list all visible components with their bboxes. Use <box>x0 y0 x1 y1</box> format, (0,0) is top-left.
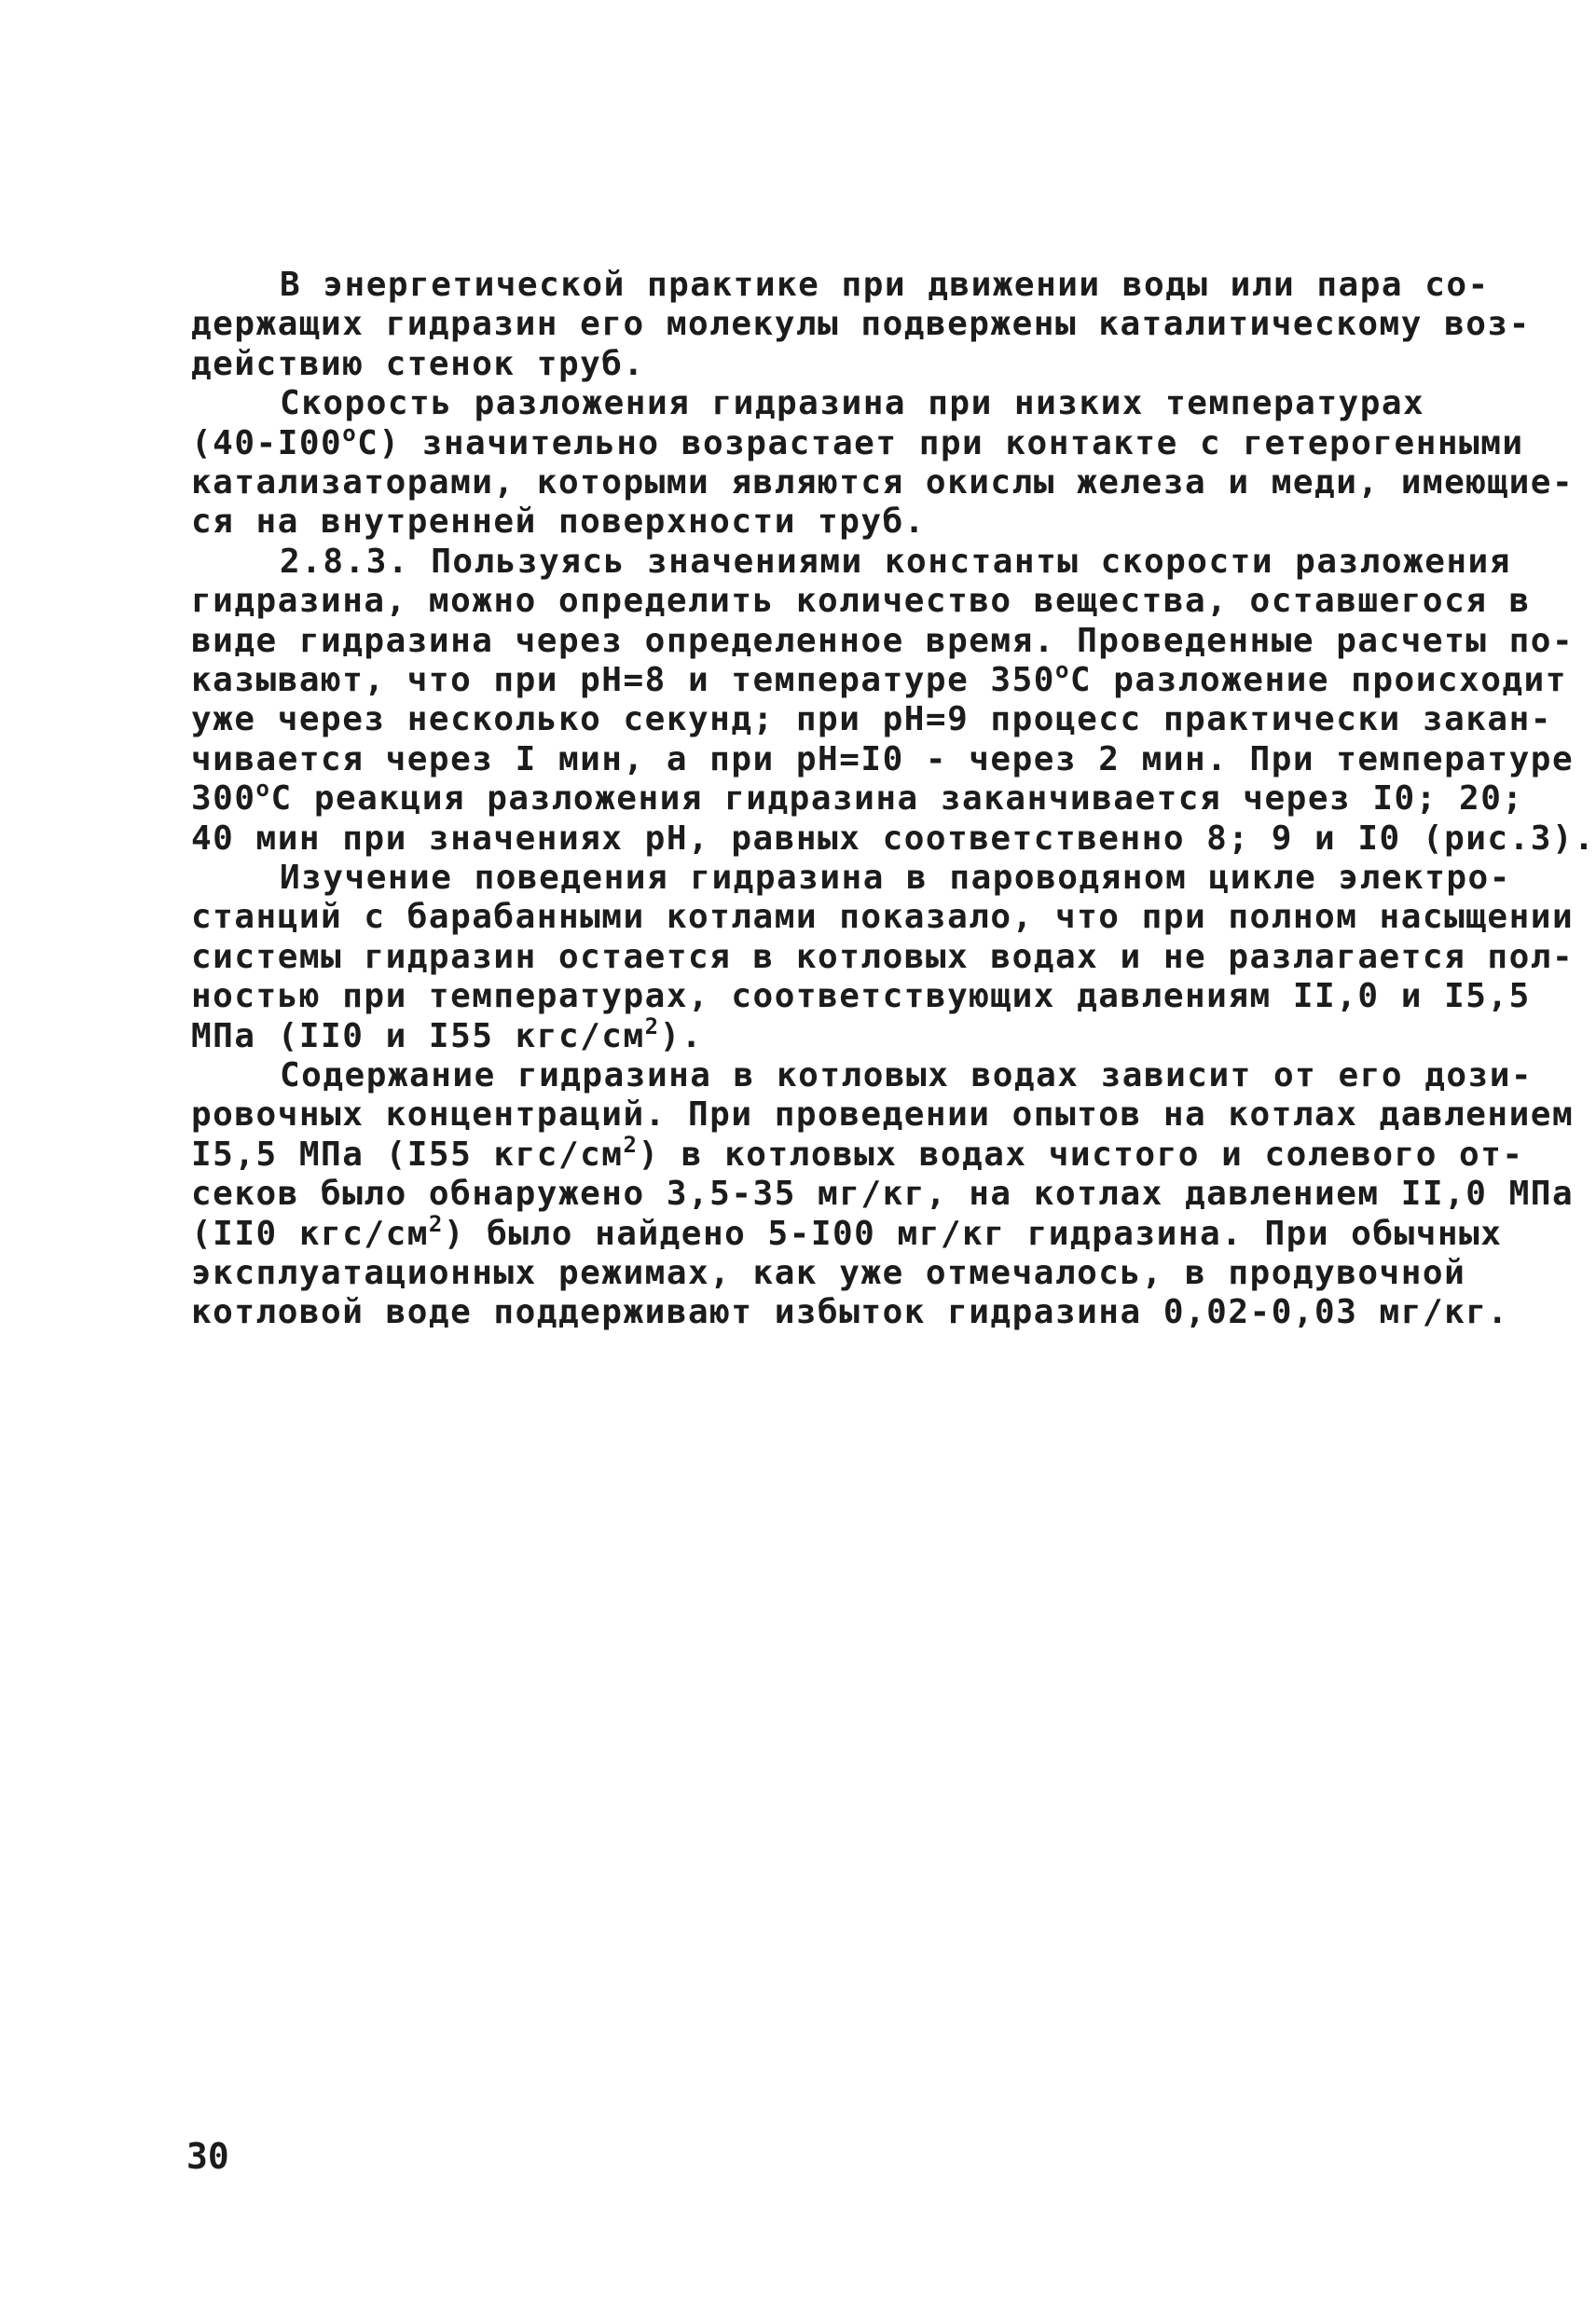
text-line <box>191 818 1596 860</box>
text-segment: Скорость разложения гидразина при низких температурах <box>280 384 1425 423</box>
text-segment: казывают, что при рН=8 и температуре 350 <box>191 661 1055 699</box>
text-segment: 300 <box>191 779 256 819</box>
text-segment: 2.8.3. Пользуясь значениями константы скорости разложения <box>280 542 1511 581</box>
text-segment: секов было обнаружено 3,5-35 мг/кг, на котлах давлением II,0 МПа <box>191 1175 1575 1214</box>
text-segment: 40 мин при значениях рН, равных соответственно 8; 9 и I0 (рис.3). <box>191 819 1596 858</box>
text-segment: ностью при температурах, соответствующих давлениям II,0 и I5,5 <box>191 977 1531 1016</box>
superscript: 2 <box>428 1210 444 1237</box>
text-segment: С реакция разложения гидразина заканчивается через I0; 20; <box>270 779 1524 819</box>
text-segment: ). <box>659 1016 703 1055</box>
text-segment: эксплуатационных режимах, как уже отмечалось, в продувочной <box>191 1254 1466 1292</box>
text-segment: станций с барабанными котлами показало, что при полном насыщении <box>191 898 1575 937</box>
text-line <box>191 975 1531 1018</box>
text-line <box>191 1210 1503 1256</box>
text-line <box>191 896 1575 939</box>
text-segment: Содержание гидразина в котловых водах зависит от его дози- <box>280 1056 1534 1094</box>
page-number: 30 <box>186 2136 229 2177</box>
text-line <box>191 1291 1509 1334</box>
superscript: о <box>1054 657 1070 683</box>
text-segment: системы гидразин остается в котловых водах и не разлагается пол- <box>191 937 1575 976</box>
text-line <box>191 776 1524 820</box>
superscript: о <box>255 776 271 803</box>
text-line <box>191 1131 1524 1177</box>
text-segment: виде гидразина через определенное время. Проведенные расчеты по- <box>191 621 1575 660</box>
text-segment: В энергетической практике при движении воды или пара со- <box>280 266 1490 304</box>
text-segment: МПа (II0 и I55 кгс/см <box>191 1016 645 1055</box>
text-segment: гидразина, можно определить количество вещества, оставшегося в <box>191 582 1531 621</box>
text-line <box>280 541 1529 584</box>
superscript: 2 <box>644 1012 660 1039</box>
text-line <box>191 1252 1466 1295</box>
text-line <box>191 580 1531 623</box>
text-line <box>191 303 1531 346</box>
text-segment: чивается через I мин, а при рН=I0 - через 2 мин. При температуре <box>191 739 1575 778</box>
text-line <box>280 1054 1534 1097</box>
text-line <box>191 620 1575 663</box>
text-line <box>280 264 1529 307</box>
text-segment: С разложение происходит <box>1069 661 1567 699</box>
text-line <box>191 343 1440 386</box>
text-line <box>191 1173 1575 1216</box>
text-segment: котловой воде поддерживают избыток гидразина 0,02-0,03 мг/кг. <box>191 1293 1509 1332</box>
text-line <box>191 738 1575 781</box>
superscript: о <box>342 420 358 447</box>
text-line <box>191 461 1575 504</box>
text-segment: катализаторами, которыми являются окислы железа и меди, имеющие- <box>191 463 1575 502</box>
text-line <box>191 420 1524 465</box>
text-segment: ся на внутренней поверхности труб. <box>191 502 926 542</box>
text-segment: С) значительно возрастает при контакте с гетерогенными <box>357 423 1524 462</box>
text-segment: (II0 кгс/см <box>191 1214 429 1253</box>
text-segment: ровочных концентраций. При проведении опытов на котлах давлением <box>191 1095 1575 1135</box>
text-line <box>191 1012 1440 1058</box>
text-line <box>191 501 1440 544</box>
text-segment: уже через несколько секунд; при рН=9 процесс практически закан- <box>191 700 1552 739</box>
text-line <box>280 382 1529 425</box>
text-segment: Изучение поведения гидразина в пароводяном цикле электро- <box>280 859 1511 897</box>
text-line <box>191 1094 1575 1136</box>
text-segment: держащих гидразин его молекулы подвержены каталитическому воз- <box>191 305 1531 344</box>
text-line <box>280 857 1529 900</box>
text-line <box>191 657 1567 702</box>
text-segment: (40-I00 <box>191 423 343 462</box>
superscript: 2 <box>623 1131 639 1158</box>
text-line <box>191 698 1552 741</box>
text-segment: ) в котловых водах чистого и солевого от- <box>638 1135 1524 1174</box>
text-segment: ) было найдено 5-I00 мг/кг гидразина. При обычных <box>443 1214 1503 1253</box>
text-segment: I5,5 МПа (I55 кгс/см <box>191 1135 624 1174</box>
text-segment: действию стенок труб. <box>191 344 645 383</box>
text-line <box>191 936 1575 979</box>
